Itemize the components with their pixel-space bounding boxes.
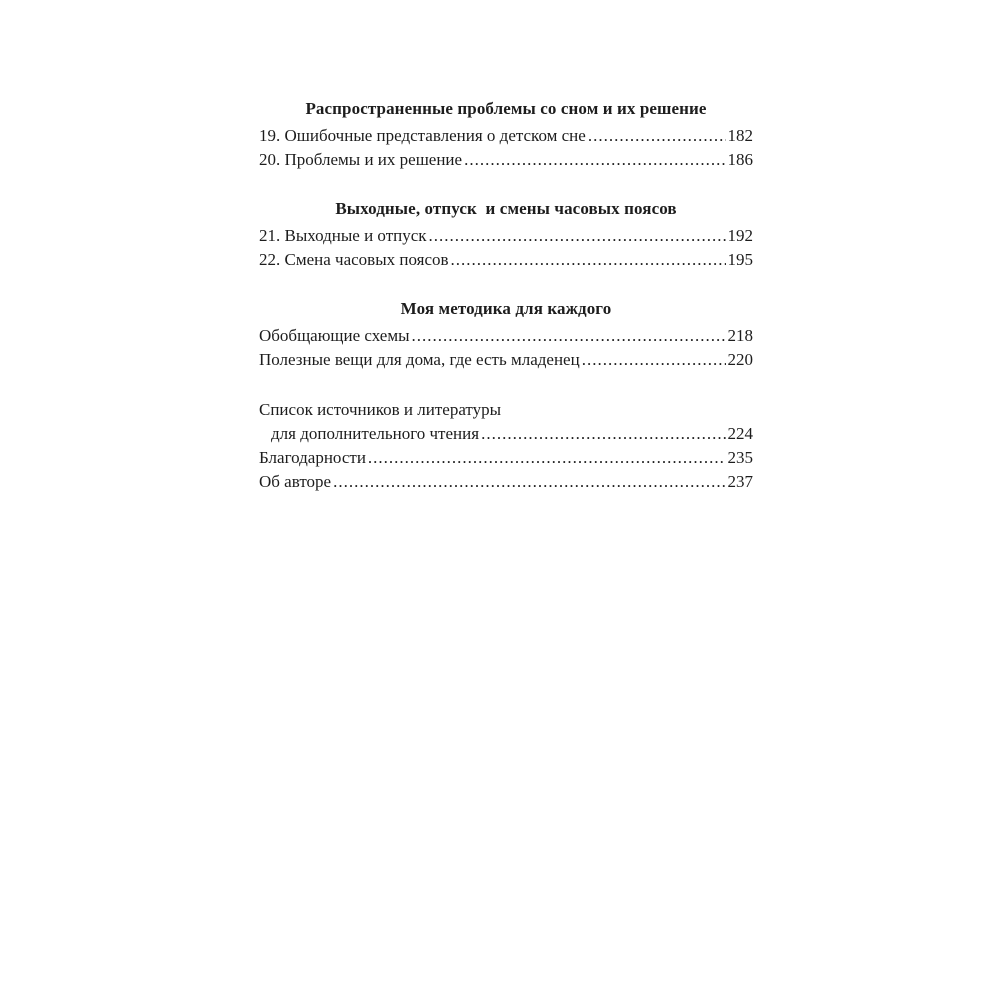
- entry-label: Полезные вещи для дома, где есть младенец: [259, 350, 580, 369]
- toc-entry[interactable]: [259, 148, 753, 172]
- entry-label: 22. Смена часовых поясов: [259, 250, 449, 269]
- dot-leader: [333, 470, 725, 494]
- toc-entry-about-author[interactable]: [259, 470, 753, 494]
- table-of-contents: [259, 98, 753, 520]
- toc-entry[interactable]: [259, 348, 753, 372]
- sources-title-line: Список источников и литературы: [259, 400, 502, 419]
- dot-leader: [429, 224, 726, 248]
- dot-leader: [582, 348, 726, 372]
- toc-entry-acknowledgements[interactable]: [259, 446, 753, 470]
- toc-section: [259, 98, 753, 172]
- entry-page-number: 224: [727, 424, 753, 443]
- entry-label: Об авторе: [259, 472, 332, 491]
- dot-leader: [464, 148, 725, 172]
- dot-leader: [481, 422, 725, 446]
- entry-label: 21. Выходные и отпуск: [259, 226, 427, 245]
- dot-leader: [588, 124, 726, 148]
- entry-page-number: 220: [727, 350, 753, 369]
- entry-page-number: 186: [727, 150, 753, 169]
- toc-section: [259, 298, 753, 372]
- entry-page-number: 192: [727, 226, 753, 245]
- entry-page-number: 195: [727, 250, 753, 269]
- entry-page-number: 235: [727, 448, 753, 467]
- entry-label: 19. Ошибочные представления о детском сне: [259, 126, 586, 145]
- toc-entry[interactable]: [259, 224, 753, 248]
- section-title: Распространенные проблемы со сном и их решение: [305, 99, 707, 118]
- dot-leader: [451, 248, 726, 272]
- toc-entry[interactable]: [259, 248, 753, 272]
- toc-entry[interactable]: [259, 124, 753, 148]
- toc-section: [259, 198, 753, 272]
- entry-label: 20. Проблемы и их решение: [259, 150, 463, 169]
- entry-label: Обобщающие схемы: [259, 326, 410, 345]
- toc-back-matter: [259, 398, 753, 494]
- dot-leader: [412, 324, 726, 348]
- entry-label: для дополнительного чтения: [271, 424, 480, 443]
- toc-entry[interactable]: [259, 324, 753, 348]
- entry-page-number: 237: [727, 472, 753, 491]
- toc-entry-sources[interactable]: [259, 422, 753, 446]
- entry-page-number: 218: [727, 326, 753, 345]
- entry-page-number: 182: [727, 126, 753, 145]
- dot-leader: [368, 446, 726, 470]
- section-title: Выходные, отпуск и смены часовых поясов: [335, 199, 677, 218]
- entry-label: Благодарности: [259, 448, 366, 467]
- section-title: Моя методика для каждого: [400, 299, 612, 318]
